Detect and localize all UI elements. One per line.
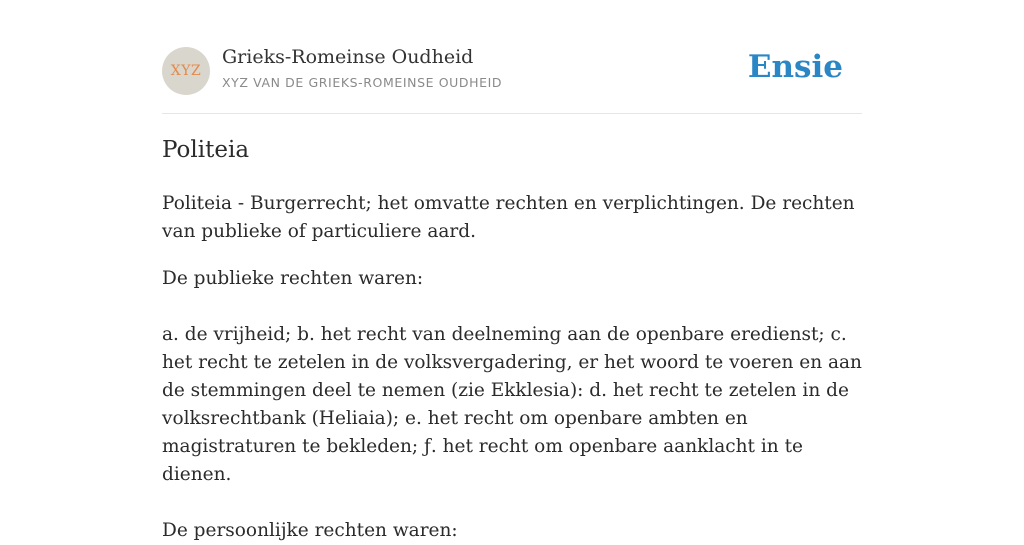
page-container	[162, 0, 862, 541]
site-subtitle: XYZ VAN DE GRIEKS-ROMEINSE OUDHEID	[222, 75, 503, 90]
avatar[interactable]: XYZ	[162, 47, 210, 95]
article-paragraph: Politeia - Burgerrecht; het omvatte rechten en verplichtingen. De rechten van publieke of particuliere aard.	[162, 193, 855, 242]
site-header	[162, 0, 862, 114]
article-body	[162, 190, 862, 545]
article-paragraph: De publieke rechten waren:	[162, 268, 424, 289]
paragraph-gap	[162, 489, 862, 517]
article-paragraph: De persoonlijke rechten waren:	[162, 520, 458, 541]
article-paragraph: a. de vrijheid; b. het recht van deelneming aan de openbare eredienst; c. het recht te zetelen in de volksvergadering, er het woord te voeren en aan de stemmingen deel te nemen (zie Ekklesia): d. het recht te zetelen in de volksrechtbank (Heliaia); e. het recht om openbare ambten en magistraturen te bekleden; ƒ. het recht om openbare aanklacht in te dienen.	[162, 324, 862, 485]
brand-logo[interactable]: Ensie	[747, 49, 843, 85]
page-title: Politeia	[162, 137, 250, 163]
paragraph-gap	[162, 293, 862, 321]
site-title[interactable]: Grieks-Romeinse Oudheid	[222, 46, 474, 68]
